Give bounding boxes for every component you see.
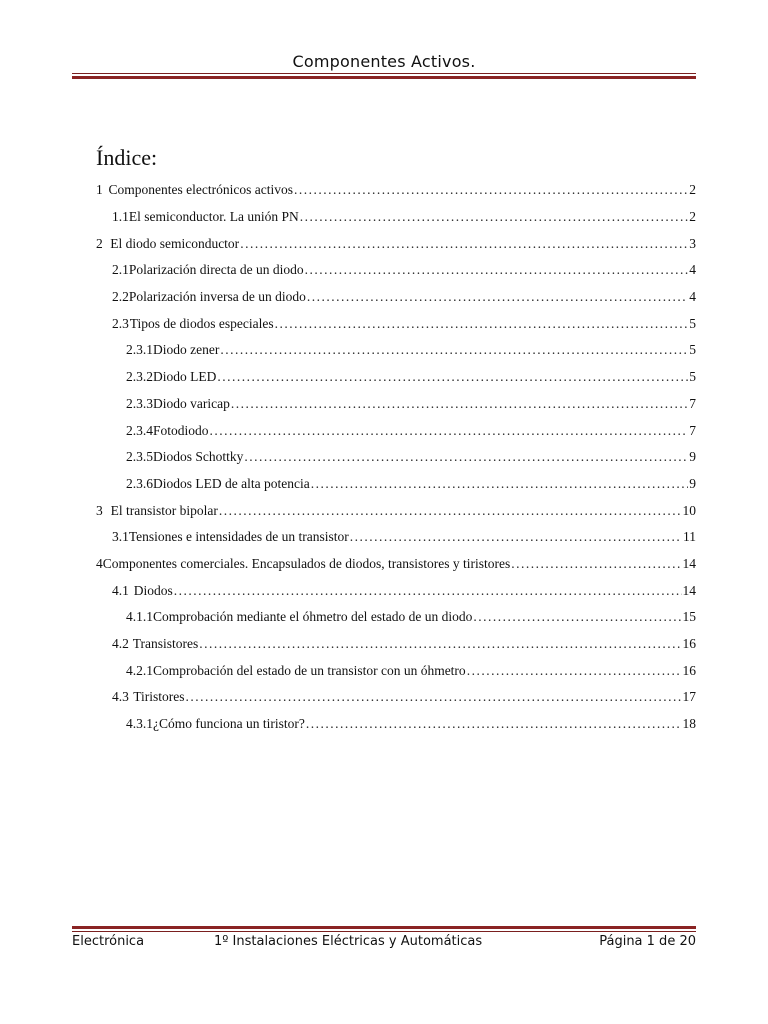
toc-entry[interactable] (96, 444, 696, 471)
toc-entry-number: 2.3 (112, 315, 129, 331)
toc-entry-title[interactable]: Componentes electrónicos activos (108, 182, 293, 198)
toc-entry-title[interactable]: El semiconductor. La unión PN (128, 209, 299, 225)
toc-entry[interactable] (96, 284, 696, 311)
toc-entry-number: 4.2 (112, 636, 129, 652)
toc-entry-page: 10 (682, 502, 696, 518)
header-rule-thin (72, 73, 696, 74)
toc-dot-leader (220, 342, 688, 358)
toc-dot-leader (240, 236, 688, 252)
toc-entry-page: 7 (689, 395, 696, 411)
toc-entry-title[interactable]: Componentes comerciales. Encapsulados de diodos, transistores y tiristores (102, 555, 511, 571)
toc-entry-title[interactable]: Transistores (132, 636, 199, 652)
toc-entry-page: 9 (689, 449, 696, 465)
toc-entry-title[interactable]: El diodo semiconductor (110, 235, 240, 251)
toc-entry-title[interactable]: Comprobación mediante el óhmetro del estado de un diodo (153, 609, 473, 625)
toc-entry[interactable] (96, 524, 696, 551)
toc-entry-number: 2.3.6 (126, 475, 153, 491)
toc-entry-number: 1.1 (112, 209, 129, 225)
toc-dot-leader (210, 423, 689, 439)
toc-entry-page: 5 (689, 369, 696, 385)
footer-subject: Electrónica (72, 934, 145, 949)
toc-entry-page: 9 (689, 475, 696, 491)
toc-dot-leader (307, 289, 688, 305)
toc-entry[interactable] (96, 230, 696, 257)
toc-entry[interactable] (96, 684, 696, 711)
toc-dot-leader (311, 476, 689, 492)
toc-heading: Índice: (96, 145, 158, 170)
toc-dot-leader (467, 663, 682, 679)
toc-entry[interactable] (96, 657, 696, 684)
toc-entry[interactable] (96, 417, 696, 444)
toc-entry-page: 3 (689, 235, 696, 251)
toc-entry[interactable] (96, 471, 696, 498)
toc-entry-page: 16 (682, 636, 696, 652)
toc-entry[interactable] (96, 310, 696, 337)
toc-entry[interactable] (96, 391, 696, 418)
toc-entry[interactable] (96, 257, 696, 284)
toc-entry-title[interactable]: Diodo LED (153, 369, 217, 385)
toc-entry-page: 14 (682, 582, 696, 598)
toc-entry-page: 2 (689, 209, 696, 225)
toc-entry-page: 14 (682, 555, 696, 571)
toc-entry[interactable] (96, 604, 696, 631)
toc-entry-page: 5 (689, 315, 696, 331)
footer-page-number: Página 1 de 20 (599, 934, 696, 949)
toc-entry[interactable] (96, 337, 696, 364)
toc-entry[interactable] (96, 177, 696, 204)
header-title: Componentes Activos. (292, 52, 476, 71)
toc-entry-number: 2.3.4 (126, 422, 153, 438)
toc-entry-number: 4.3.1 (126, 716, 153, 732)
toc-entry-number: 3 (96, 502, 103, 518)
toc-entry-number: 1 (96, 182, 103, 198)
toc-entry-page: 16 (682, 662, 696, 678)
toc-dot-leader (306, 716, 682, 732)
toc-entry-number: 2.3.1 (126, 342, 153, 358)
toc-entry-title[interactable]: Diodo varicap (153, 395, 230, 411)
toc-entry[interactable] (96, 204, 696, 231)
toc-entry-title[interactable]: El transistor bipolar (110, 502, 218, 518)
toc-entry-page: 15 (682, 609, 696, 625)
toc-entry-page: 5 (689, 342, 696, 358)
toc-entry-number: 2.2 (112, 289, 129, 305)
toc-dot-leader (350, 529, 682, 545)
toc-entry[interactable] (96, 551, 696, 578)
toc-dot-leader (473, 609, 681, 625)
toc-entry-title[interactable]: Fotodiodo (153, 422, 209, 438)
toc-dot-leader (219, 503, 682, 519)
toc-entry-title[interactable]: Comprobación del estado de un transistor con un óhmetro (153, 662, 466, 678)
toc-entry-title[interactable]: Diodos LED de alta potencia (153, 475, 310, 491)
footer-course: 1º Instalaciones Eléctricas y Automáticas (214, 934, 483, 949)
toc-entry-number: 3.1 (112, 529, 129, 545)
toc-entry[interactable] (96, 631, 696, 658)
toc-entry-number: 2.3.3 (126, 395, 153, 411)
toc-entry-title[interactable]: Diodos (133, 582, 173, 598)
toc-dot-leader (186, 689, 682, 705)
toc-entry-page: 17 (682, 689, 696, 705)
toc-entry[interactable] (96, 711, 696, 738)
toc-dot-leader (305, 262, 689, 278)
footer-rule-thick (72, 926, 696, 929)
toc-entry-number: 4 (96, 555, 103, 571)
toc-dot-leader (511, 556, 681, 572)
toc-entry-title[interactable]: ¿Cómo funciona un tiristor? (153, 716, 305, 732)
toc-dot-leader (294, 182, 688, 198)
toc-entry-title[interactable]: Tiristores (133, 689, 185, 705)
header-rule-thick (72, 76, 696, 79)
toc-entry-number: 4.1.1 (126, 609, 153, 625)
footer-rule-thin (72, 931, 696, 932)
toc-entry-number: 4.1 (112, 582, 129, 598)
toc-entry-number: 2 (96, 235, 103, 251)
toc-entry-page: 11 (683, 529, 696, 545)
toc-dot-leader (244, 449, 688, 465)
toc-entry-title[interactable]: Tipos de diodos especiales (129, 315, 274, 331)
toc-entry-title[interactable]: Diodos Schottky (153, 449, 244, 465)
toc-entry-number: 4.2.1 (126, 662, 153, 678)
toc-entry-page: 4 (689, 289, 696, 305)
toc-entry-page: 18 (682, 716, 696, 732)
toc-entry[interactable] (96, 497, 696, 524)
toc-entry[interactable] (96, 364, 696, 391)
toc-entry-number: 4.3 (112, 689, 129, 705)
toc-dot-leader (275, 316, 689, 332)
toc-dot-leader (231, 396, 688, 412)
toc-entry-title[interactable]: Tensiones e intensidades de un transistor (128, 529, 349, 545)
table-of-contents (96, 177, 696, 737)
toc-entry-number: 2.3.2 (126, 369, 153, 385)
toc-entry[interactable] (96, 577, 696, 604)
toc-entry-page: 4 (689, 262, 696, 278)
toc-dot-leader (199, 636, 681, 652)
toc-entry-title[interactable]: Polarización inversa de un diodo (128, 289, 306, 305)
toc-entry-page: 7 (689, 422, 696, 438)
toc-dot-leader (217, 369, 688, 385)
toc-dot-leader (174, 583, 682, 599)
toc-entry-title[interactable]: Polarización directa de un diodo (128, 262, 304, 278)
toc-entry-title[interactable]: Diodo zener (153, 342, 220, 358)
toc-entry-number: 2.1 (112, 262, 129, 278)
toc-dot-leader (300, 209, 689, 225)
toc-entry-number: 2.3.5 (126, 449, 153, 465)
toc-entry-page: 2 (689, 182, 696, 198)
